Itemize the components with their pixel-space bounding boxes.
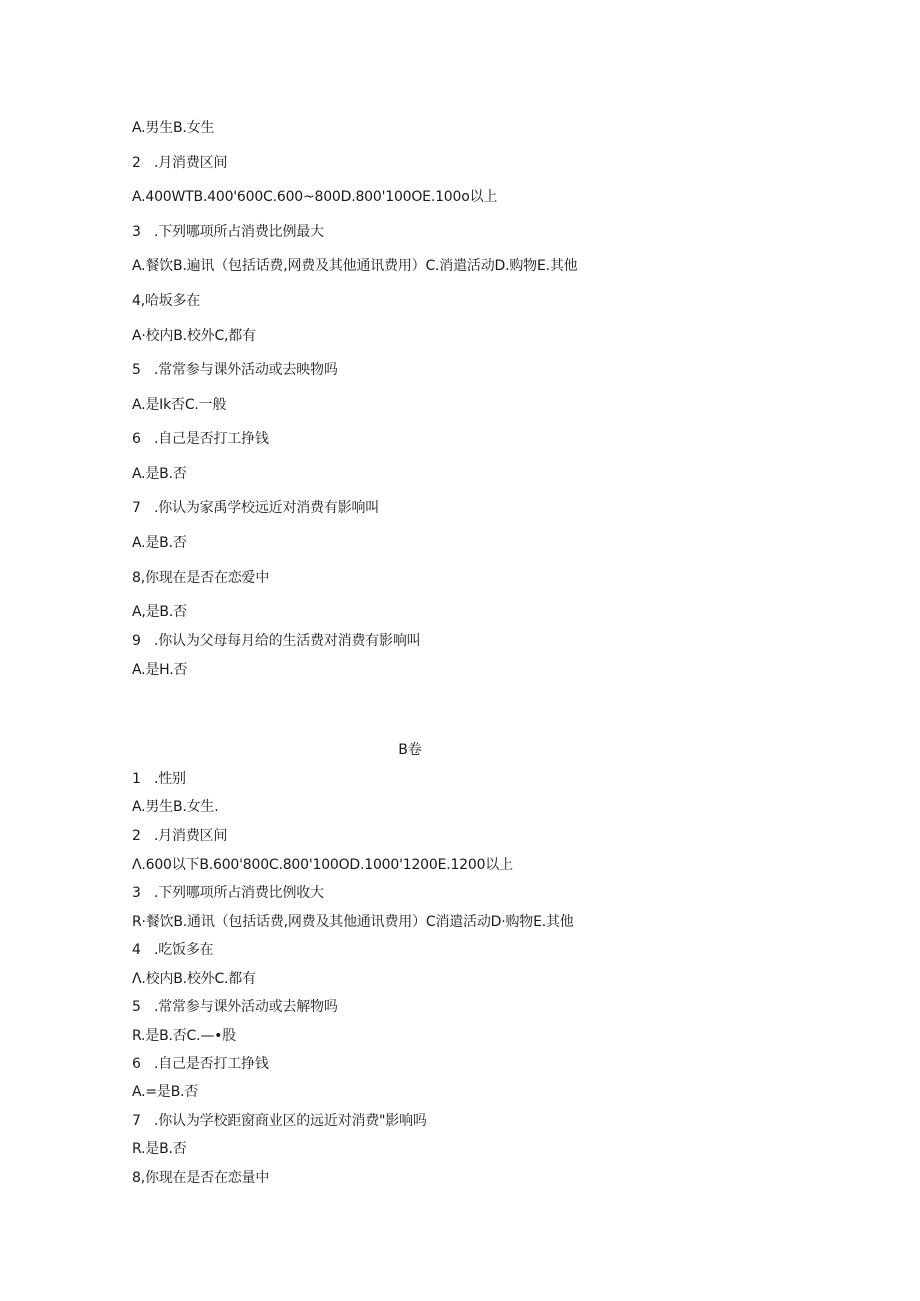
- a-q7-text: .你认为家禹学校远近对消费有影响叫: [154, 500, 380, 516]
- b-q1-question: [132, 770, 186, 788]
- b-q7-question: [132, 1112, 427, 1130]
- a-q7-question: [132, 499, 379, 517]
- b-q5-question: [132, 998, 338, 1016]
- b-q3-number: 3: [132, 885, 141, 901]
- b-q5-number: 5: [132, 999, 141, 1015]
- b-q2-text: .月消费区间: [154, 828, 228, 844]
- a-q5-number: 5: [132, 362, 141, 378]
- b-q7-text: .你认为学校距窗商业区的远近对消费"影响吗: [154, 1113, 427, 1129]
- a-q2-answer: A.400WTB.400'600C.600~800D.800'100OE.100o以上: [132, 189, 498, 205]
- a-q1-answer: A.男生B.女生: [132, 120, 215, 136]
- b-q6-answer: A.=是B.否: [132, 1084, 199, 1100]
- b-q6-text: .自己是否打工挣钱: [154, 1056, 269, 1072]
- b-q6-number: 6: [132, 1056, 141, 1072]
- a-q9-text: .你认为父母每月给的生活费对消费有影响叫: [154, 633, 421, 649]
- b-q4-text: .吃饭多在: [154, 942, 214, 958]
- a-q9-question: [132, 632, 420, 650]
- b-q7-number: 7: [132, 1113, 141, 1129]
- a-q9-answer: A.是H.否: [132, 662, 188, 678]
- a-q4-question: 4,哈坂多在: [132, 293, 201, 309]
- b-q2-question: [132, 827, 227, 845]
- a-q3-number: 3: [132, 224, 141, 240]
- b-q8-question: 8,你现在是否在恋量中: [132, 1170, 270, 1186]
- b-q4-answer: Λ.校内B.校外C.都有: [132, 971, 256, 987]
- b-q5-answer: R.是B.否C.—•股: [132, 1028, 237, 1044]
- b-q6-question: [132, 1055, 269, 1073]
- a-q6-text: .自己是否打工挣钱: [154, 431, 269, 447]
- a-q4-answer: A·校内B.校外C,都有: [132, 328, 256, 344]
- b-q1-number: 1: [132, 771, 141, 787]
- a-q3-text: .下列哪项所占消费比例最大: [154, 224, 324, 240]
- a-q6-answer: A.是B.否: [132, 466, 187, 482]
- b-q3-answer: R·餐饮B.通讯（包括话费,网费及其他通讯费用）C消遣活动D·购物E.其他: [132, 914, 574, 930]
- a-q6-number: 6: [132, 431, 141, 447]
- b-q2-number: 2: [132, 828, 141, 844]
- b-q4-number: 4: [132, 942, 141, 958]
- b-q1-answer: A.男生B.女生.: [132, 799, 219, 815]
- a-q7-answer: A.是B.否: [132, 535, 187, 551]
- a-q2-number: 2: [132, 155, 141, 171]
- b-q5-text: .常常参与课外活动或去解物吗: [154, 999, 338, 1015]
- a-q8-question: 8,你现在是否在恋爱中: [132, 570, 270, 586]
- a-q5-question: [132, 361, 338, 379]
- a-q8-answer: A,是B.否: [132, 604, 187, 620]
- a-q7-number: 7: [132, 500, 141, 516]
- a-q6-question: [132, 430, 269, 448]
- a-q2-question: [132, 154, 227, 172]
- b-q1-text: .性别: [154, 771, 186, 787]
- a-q3-question: [132, 223, 324, 241]
- b-q3-question: [132, 884, 324, 902]
- a-q5-text: .常常参与课外活动或去映物吗: [154, 362, 338, 378]
- b-q7-answer: R.是B.否: [132, 1141, 187, 1157]
- b-q3-text: .下列哪项所占消费比例收大: [154, 885, 324, 901]
- b-q2-answer: Λ.600以下B.600'800C.800'100OD.1000'1200E.1200以上: [132, 857, 513, 873]
- section-b-title: B卷: [398, 742, 422, 758]
- b-q4-question: [132, 941, 213, 959]
- a-q3-answer: A.餐饮B.遍讯（包括话费,网费及其他通讯费用）C.消遣活动D.购物E.其他: [132, 258, 578, 274]
- a-q2-text: .月消费区间: [154, 155, 228, 171]
- a-q9-number: 9: [132, 633, 141, 649]
- a-q5-answer: A.是Ik否C.一般: [132, 397, 227, 413]
